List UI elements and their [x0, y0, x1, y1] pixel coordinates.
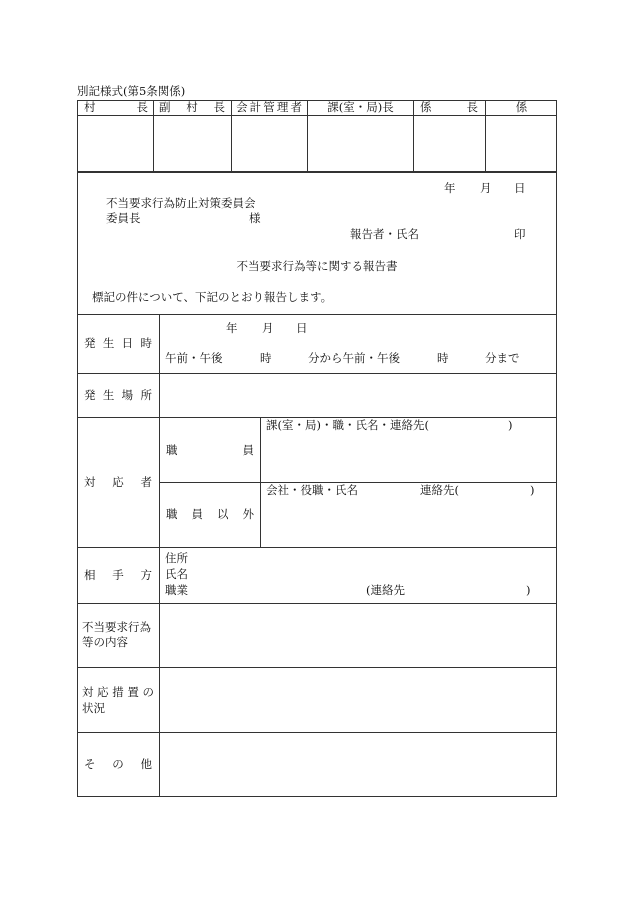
honorific: 様	[249, 211, 261, 225]
label-content-line1: 不当要求行為	[82, 620, 151, 634]
dt-ampm-from: 午前・午後	[165, 351, 223, 365]
counterpart-address: 住所	[165, 551, 188, 565]
staff-detail: 課(室・局)・職・氏名・連絡先(	[266, 418, 429, 432]
dt-until: 分まで	[485, 351, 520, 365]
counterpart-contact: (連絡先	[366, 583, 405, 597]
dt-month: 月	[262, 321, 274, 335]
seal-mark: 印	[514, 227, 526, 241]
dt-min-from: 分から午前・午後	[308, 351, 400, 365]
nonstaff-close: )	[530, 483, 535, 497]
report-intro: 標記の件について、下記のとおり報告します。	[92, 290, 333, 304]
staff-close: )	[508, 418, 513, 432]
dt-day: 日	[296, 321, 308, 335]
approval-head-son: 村 長	[84, 100, 148, 114]
approval-head-kaikei: 会 計 管 理 者	[236, 100, 302, 114]
label-responder: 対 応 者	[84, 475, 152, 489]
label-counterpart: 相 手 方	[84, 568, 152, 582]
approval-head-ka: 課(室・局)長	[327, 100, 394, 114]
form-style-label: 別記様式(第5条関係)	[77, 84, 186, 98]
label-measures-line2: 状況	[82, 701, 105, 715]
label-nonstaff: 職 員 以 外	[166, 507, 254, 521]
reporter-label: 報告者・氏名	[350, 227, 419, 241]
label-other: そ の 他	[84, 757, 152, 771]
date-day: 日	[514, 181, 526, 195]
report-title: 不当要求行為等に関する報告書	[236, 259, 398, 273]
counterpart-occupation: 職業	[165, 583, 188, 597]
dt-hour2: 時	[437, 351, 449, 365]
label-content-line2: 等の内容	[82, 635, 128, 649]
chairman-label: 委員長	[106, 211, 141, 225]
label-occurrence-datetime: 発 生 日 時	[84, 336, 152, 350]
committee-name: 不当要求行為防止対策委員会	[106, 196, 256, 210]
counterpart-close: )	[526, 583, 531, 597]
approval-head-fuku: 副 村 長	[159, 100, 225, 114]
dt-year: 年	[226, 321, 238, 335]
dt-hour1: 時	[260, 351, 272, 365]
nonstaff-contact: 連絡先(	[420, 483, 459, 497]
approval-head-kakaricho: 係 長	[420, 100, 478, 114]
label-staff: 職 員	[166, 443, 254, 457]
date-month: 月	[480, 181, 492, 195]
date-year: 年	[444, 181, 456, 195]
label-measures-line1: 対 応 措 置 の	[82, 685, 154, 699]
label-occurrence-place: 発 生 場 所	[84, 388, 152, 402]
approval-head-kakari: 係	[515, 100, 528, 114]
counterpart-name: 氏名	[165, 567, 188, 581]
nonstaff-detail: 会社・役職・氏名	[266, 483, 358, 497]
